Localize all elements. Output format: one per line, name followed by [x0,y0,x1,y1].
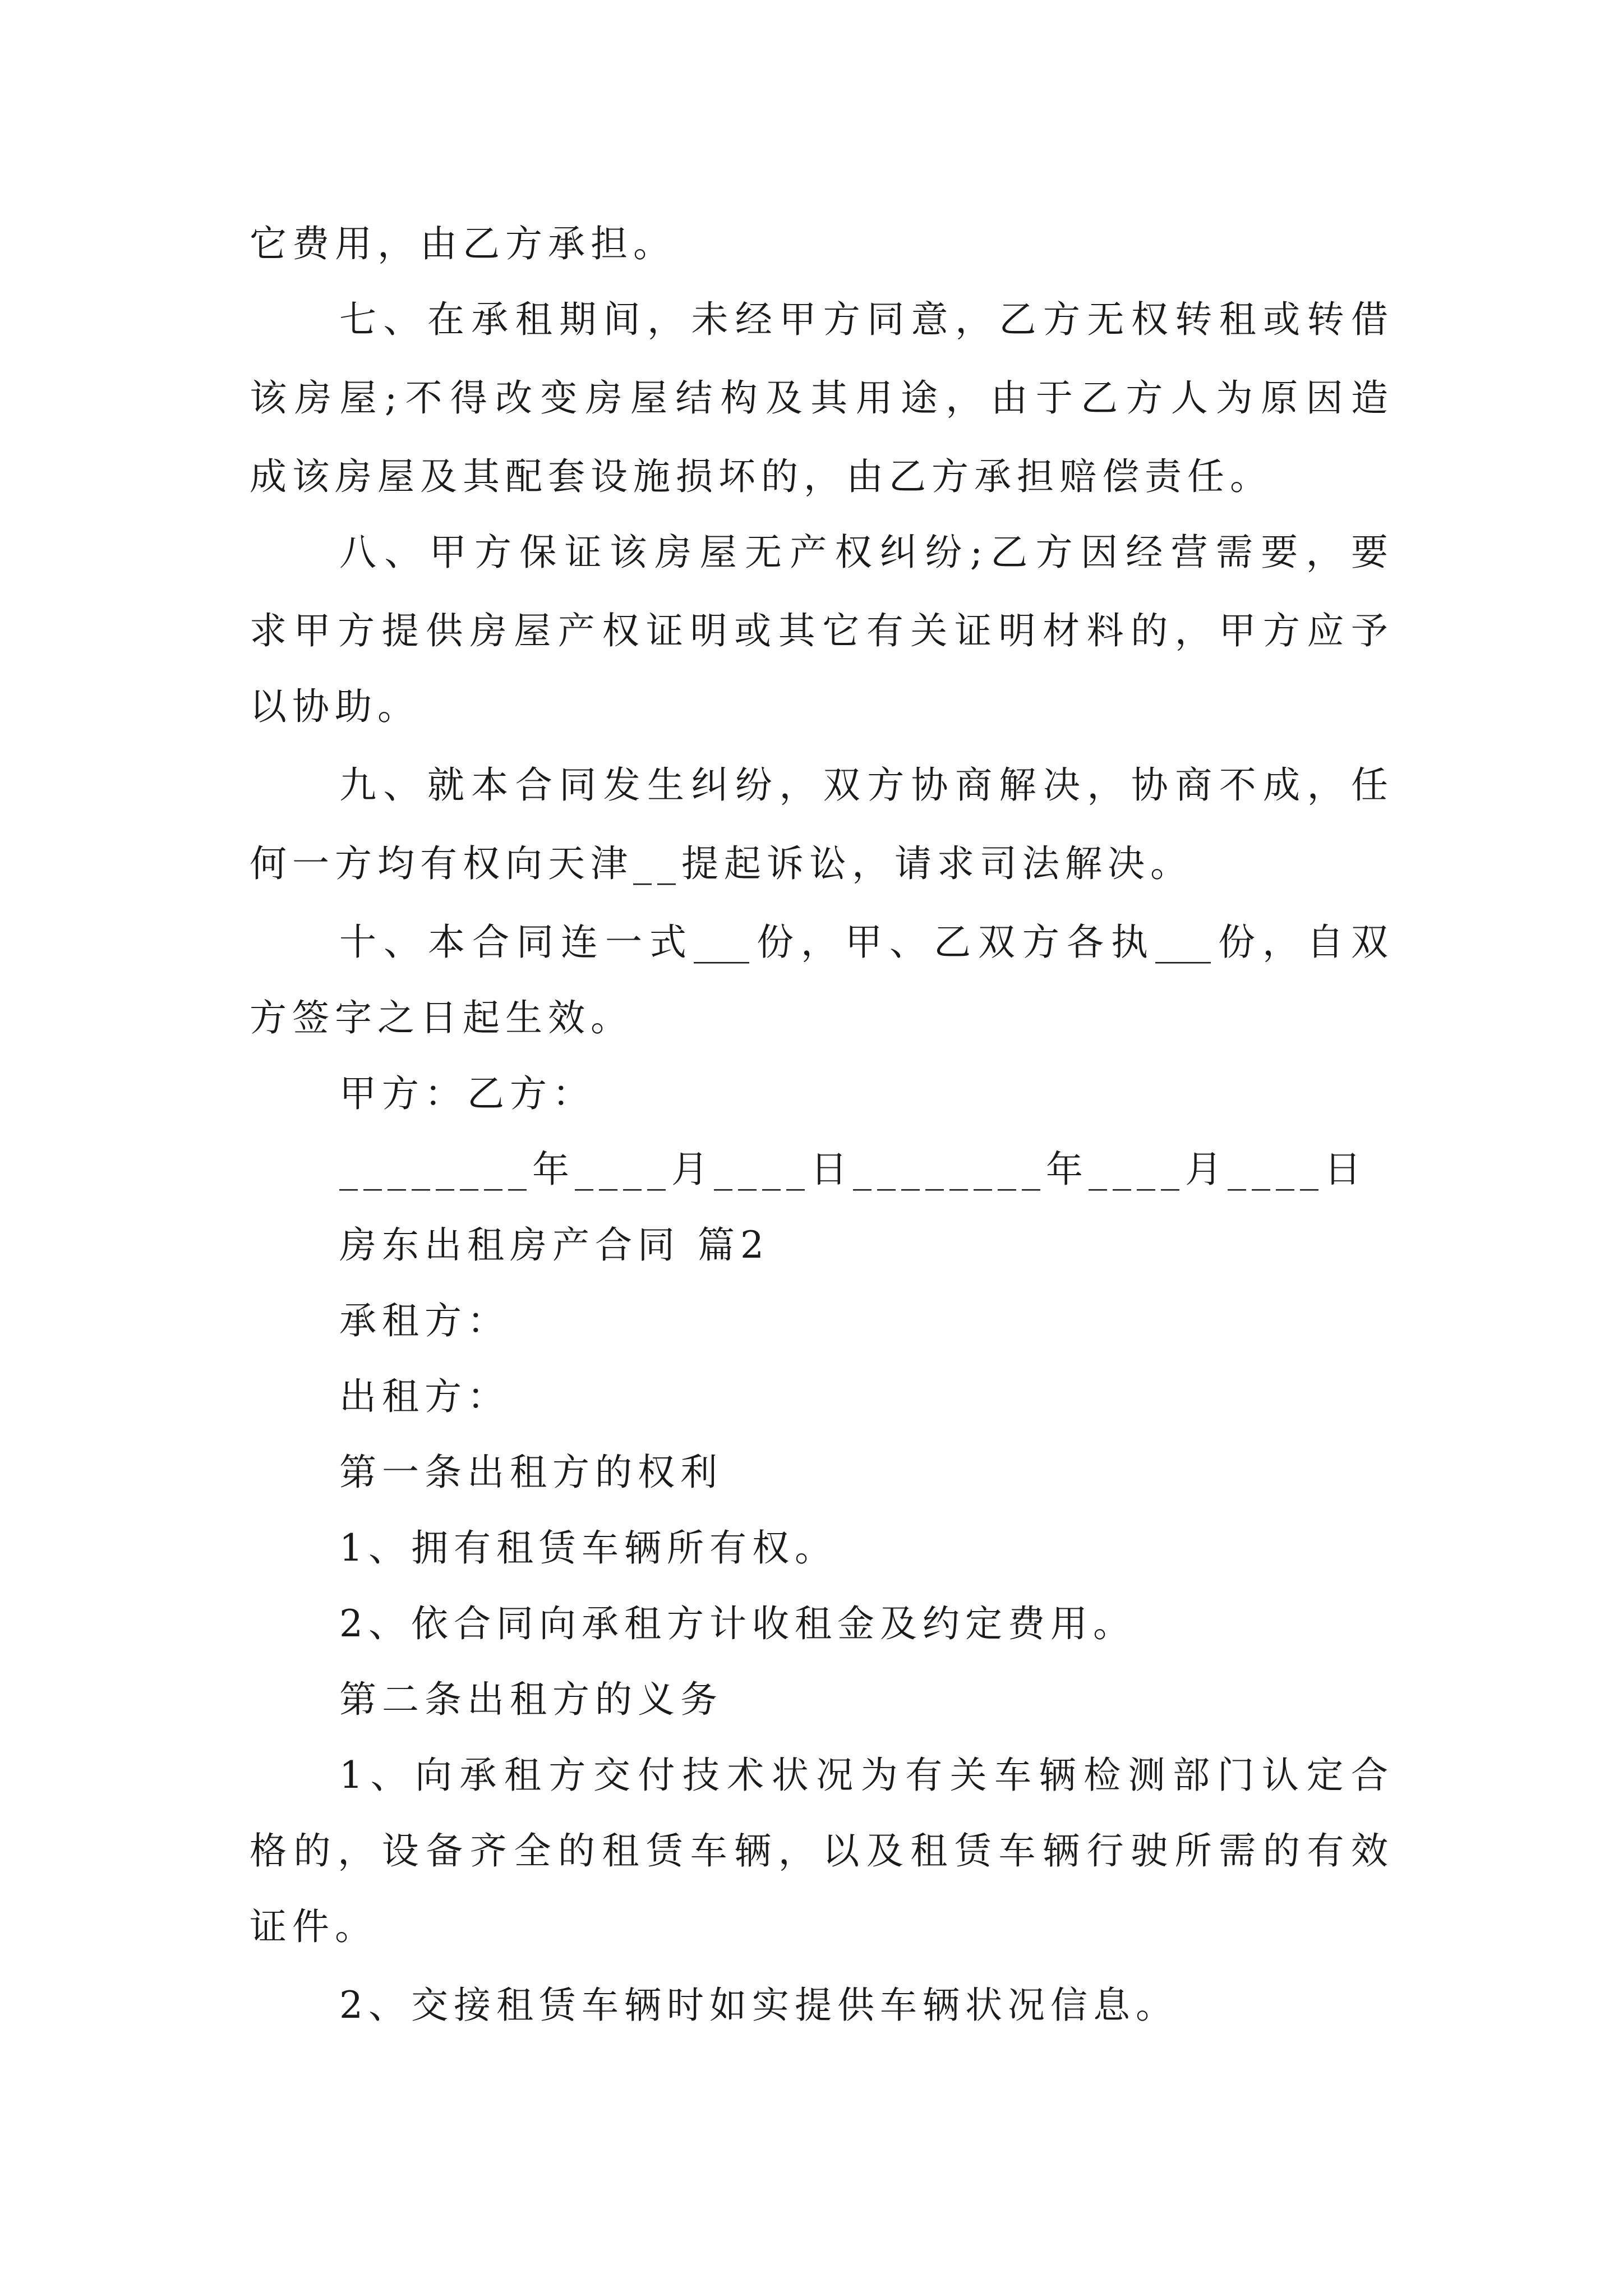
text-line [339,295,1388,345]
text-line [339,1750,1388,1801]
text-line: 证件。 [250,1905,377,1948]
text-line: 成该房屋及其配套设施损坏的，由乙方承担赔偿责任。 [250,455,1272,498]
text-line: 甲方：乙方： [339,1072,595,1115]
text-line: 承租方： [339,1299,510,1342]
text-line-content: 十、本合同连一式___份，甲、乙双方各执___份，自双 [339,921,1388,964]
text-line-content: 九、就本合同发生纠纷，双方协商解决，协商不成，任 [339,763,1388,807]
text-line: 方签字之日起生效。 [250,996,633,1039]
text-line: 第二条出租方的义务 [339,1678,723,1721]
text-line-content: 1、向承租方交付技术状况为有关车辆检测部门认定合 [339,1754,1388,1797]
text-line: 2、依合同向承租方计收租金及约定费用。 [339,1602,1136,1645]
text-line: 2、交接租赁车辆时如实提供车辆状况信息。 [339,1984,1178,2027]
text-line [250,1826,1388,1876]
text-line: 出租方： [339,1375,510,1418]
text-line [339,917,1388,968]
text-line: 第一条出租方的权利 [339,1451,723,1494]
text-line-content: 八、甲方保证该房屋无产权纠纷;乙方因经营需要，要 [339,531,1388,574]
text-line: 房东出租房产合同 篇2 [339,1223,769,1267]
text-line: ________年____月____日________年____月____日 [339,1148,1367,1191]
text-line-content: 求甲方提供房屋产权证明或其它有关证明材料的，甲方应予 [250,609,1388,652]
text-line [250,606,1388,656]
text-line: 1、拥有租赁车辆所有权。 [339,1526,837,1570]
text-line-content: 该房屋;不得改变房屋结构及其用途，由于乙方人为原因造 [250,376,1388,420]
text-line-content: 七、在承租期间，未经甲方同意，乙方无权转租或转借 [339,298,1388,341]
text-line [250,373,1388,424]
text-line: 何一方均有权向天津__提起诉讼，请求司法解决。 [250,842,1193,885]
text-line: 以协助。 [250,685,420,728]
text-line [339,527,1388,578]
text-line-content: 格的，设备齐全的租赁车辆，以及租赁车辆行驶所需的有效 [250,1829,1388,1872]
text-line: 它费用，由乙方承担。 [250,222,676,265]
text-line [339,760,1388,811]
